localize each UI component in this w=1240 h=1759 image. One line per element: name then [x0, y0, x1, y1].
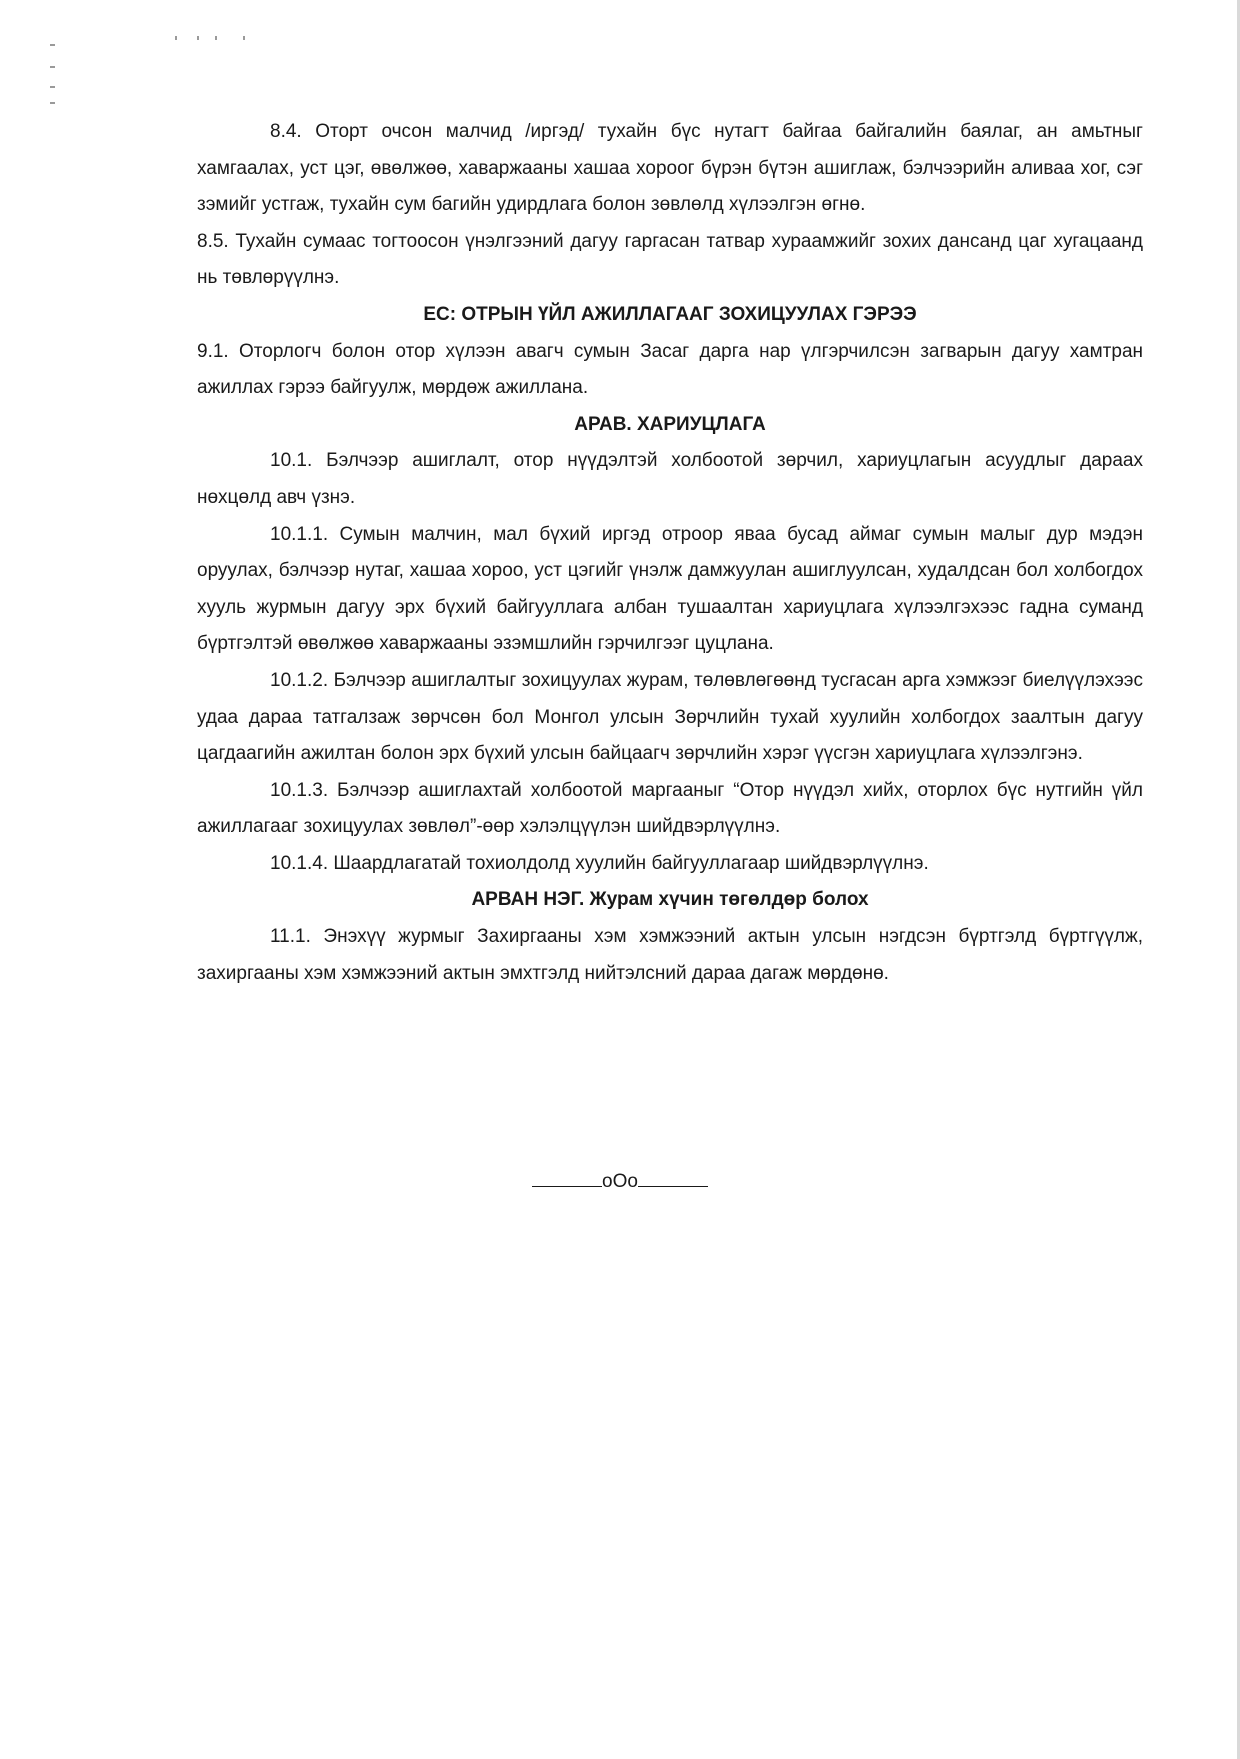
paragraph-9-1: 9.1. Оторлогч болон отор хүлээн авагч сумын Засаг дарга нар үлгэрчилсэн загварын дагуу хамтран ажиллах гэрээ байгуулж, мөрдөж ажиллана. [197, 340, 1143, 399]
paragraph-10-1: 10.1. Бэлчээр ашиглалт, отор нүүдэлтэй холбоотой зөрчил, хариуцлагын асуудлыг дараах нөхцөлд авч үзнэ. [197, 450, 1143, 508]
paragraph-10-1-4: 10.1.4. Шаардлагатай тохиолдолд хуулийн байгууллагаар шийдвэрлүүлнэ. [270, 852, 929, 874]
paragraph-8-4: 8.4. Оторт очсон малчид /иргэд/ тухайн бүс нутагт байгаа байгалийн баялаг, ан амьтныг хамгаалах, уст цэг, өвөлжөө, хаваржааны хашаа хороог бүрэн бүтэн ашиглаж, бэлчээрийн аливаа хог, сэг зэмийг устгаж, тухайн сум багийн удирдлага болон зөвлөлд хүлээлгэн өгнө. [197, 121, 1143, 216]
scan-marks [50, 44, 62, 124]
closing-mark [0, 1164, 1240, 1200]
section-heading-9: ЕС: ОТРЫН ҮЙЛ АЖИЛЛАГААГ ЗОХИЦУУЛАХ ГЭРЭЭ [423, 303, 917, 325]
paragraph-10-1-2: 10.1.2. Бэлчээр ашиглалтыг зохицуулах журам, төлөвлөгөөнд тусгасан арга хэмжээг биелүүлэхээс удаа дараа татгалзаж зөрчсөн бол Монгол улсын Зөрчлийн тухай хуулийн холбогдох заалтын дагуу цагдаагийн ажилтан болон эрх бүхий улсын байцаагч зөрчлийн хэрэг үүсгэн хариуцлага хүлээлгэнэ. [197, 669, 1143, 765]
document-body [197, 114, 1143, 992]
paragraph-10-1-1: 10.1.1. Сумын малчин, мал бүхий иргэд отроор яваа бусад аймаг сумын малыг дур мэдэн оруулах, бэлчээр нутаг, хашаа хороо, уст цэгийг үнэлж дамжуулан ашиглуулсан, худалдсан бол холбогдох хууль журмын дагуу эрх бүхий байгууллага албан тушаалтан хариуцлага хүлээлгэхээс гадна суманд бүртгэлтэй өвөлжөө хаваржааны эзэмшлийн гэрчилгээг цуцлана. [197, 523, 1143, 655]
closing-line-right [638, 1172, 708, 1187]
paragraph-10-1-3: 10.1.3. Бэлчээр ашиглахтай холбоотой маргааныг “Отор нүүдэл хийх, оторлох бүс нутгийн үйл ажиллагааг зохицуулах зөвлөл”-өөр хэлэлцүүлэн шийдвэрлүүлнэ. [197, 779, 1143, 838]
scan-marks-top [175, 34, 255, 42]
section-heading-11: АРВАН НЭГ. Журам хүчин төгөлдөр болох [471, 889, 869, 911]
paragraph-8-5: 8.5. Тухайн сумаас тогтоосон үнэлгээний дагуу гаргасан татвар хураамжийг зохих дансанд цаг хугацаанд нь төвлөрүүлнэ. [197, 230, 1143, 289]
closing-line-left [532, 1172, 602, 1187]
paragraph-11-1: 11.1. Энэхүү журмыг Захиргааны хэм хэмжээний актын улсын нэгдсэн бүртгэлд бүртгүүлж, захиргааны хэм хэмжээний актын эмхтгэлд нийтэлсний дараа дагаж мөрдөнө. [197, 926, 1143, 984]
closing-mark-text: oOo [602, 1171, 638, 1192]
section-heading-10: АРАВ. ХАРИУЦЛАГА [574, 413, 766, 435]
